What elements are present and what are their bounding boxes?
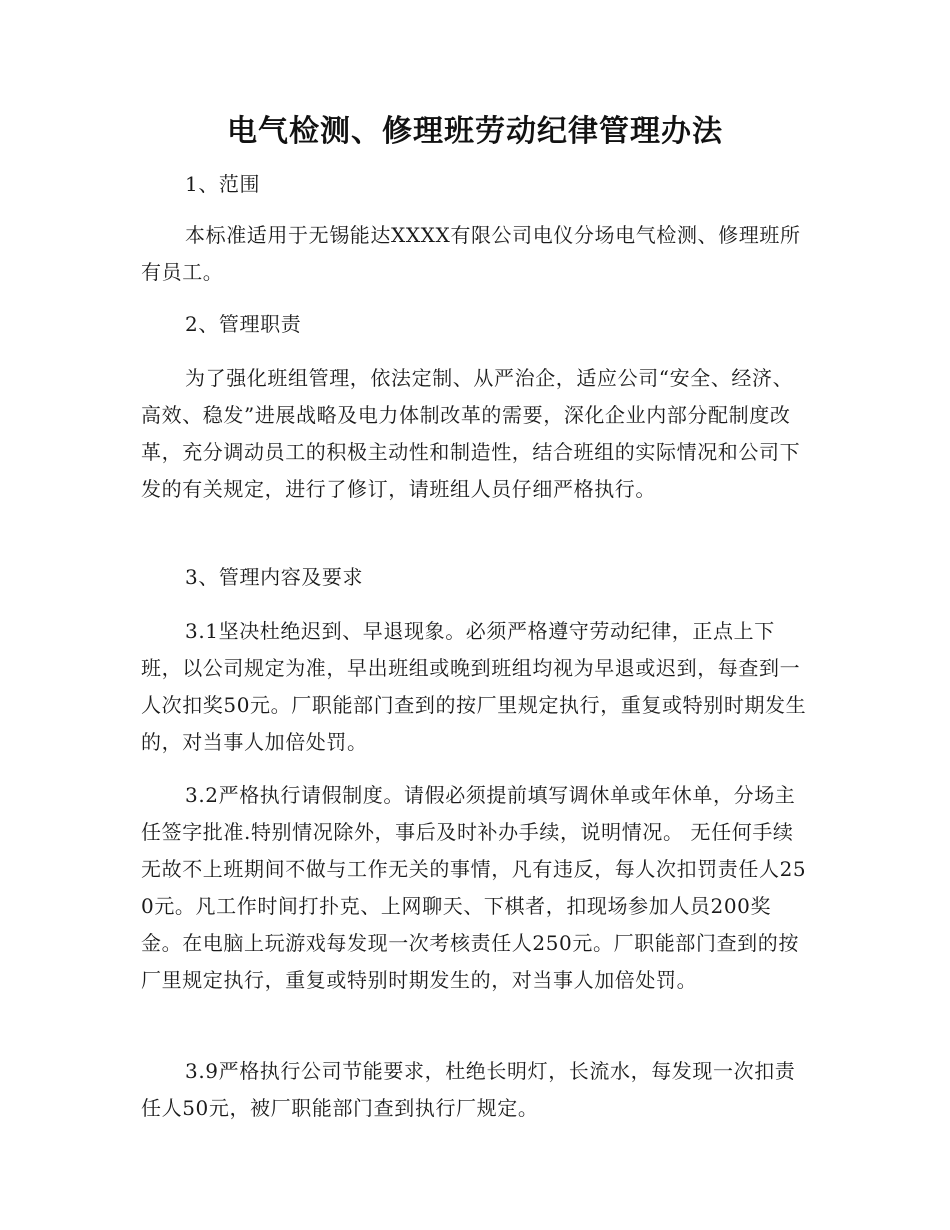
section-heading-requirements: 3、管理内容及要求 [185, 565, 364, 589]
paragraph-3-2: 3.2严格执行请假制度。请假必须提前填写调休单或年休单，分场主任签字批准.特别情况除外，事后及时补办手续，说明情况。 无任何手续无故不上班期间不做与工作无关的事情，凡有违反，每人次扣罚责任人250元。凡工作时间打扑克、上网聊天、下棋者，扣现场参加人员200奖金。在电脑上玩游戏每发现一次考核责任人250元。厂职能部门查到的按厂里规定执行，重复或特别时期发生的，对当事人加倍处罚。 [141, 783, 807, 992]
paragraph-scope: 本标准适用于无锡能达XXXX有限公司电仪分场电气检测、修理班所有员工。 [141, 223, 801, 284]
document-title: 电气检测、修理班劳动纪律管理办法 [227, 114, 723, 149]
section-heading-scope: 1、范围 [185, 172, 261, 196]
paragraph-3-9: 3.9严格执行公司节能要求，杜绝长明灯，长流水，每发现一次扣责任人50元，被厂职能部门查到执行厂规定。 [141, 1059, 796, 1120]
section-heading-responsibilities: 2、管理职责 [185, 312, 302, 336]
paragraph-responsibilities: 为了强化班组管理，依法定制、从严治企，适应公司“安全、经济、高效、稳发”进展战略及电力体制改革的需要，深化企业内部分配制度改革，充分调动员工的积极主动性和制造性，结合班组的实际情况和公司下发的有关规定，进行了修订，请班组人员仔细严格执行。 [141, 366, 801, 501]
paragraph-3-1: 3.1坚决杜绝迟到、早退现象。必须严格遵守劳动纪律，正点上下班，以公司规定为准，早出班组或晚到班组均视为早退或迟到，每查到一人次扣奖50元。厂职能部门查到的按厂里规定执行，重复或特别时期发生的，对当事人加倍处罚。 [141, 619, 807, 754]
